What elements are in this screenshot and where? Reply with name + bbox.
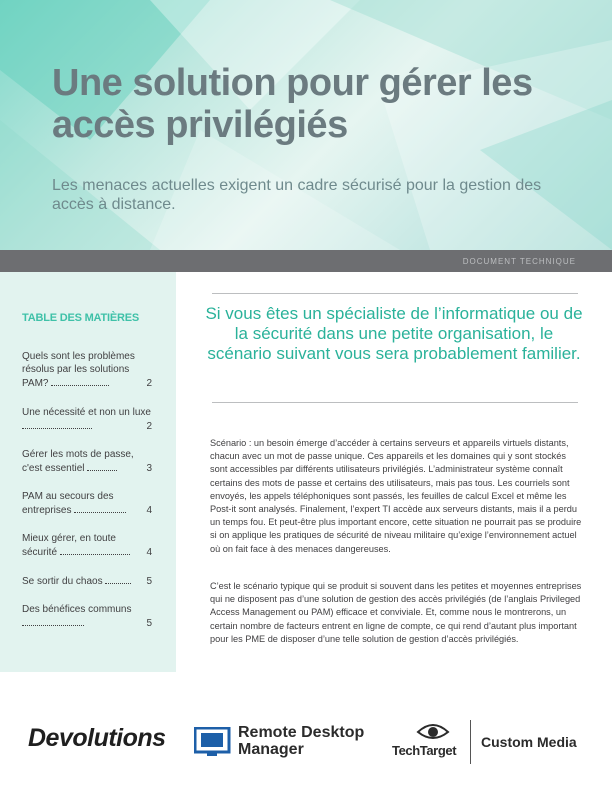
toc-item-page: 2 xyxy=(146,378,152,389)
toc-item-label: Une nécessité et non un luxe xyxy=(22,407,151,418)
toc-item[interactable] xyxy=(22,448,152,475)
toc-item[interactable] xyxy=(22,532,152,559)
monitor-icon xyxy=(194,727,232,757)
toc-item[interactable] xyxy=(22,350,152,390)
toc-item-page: 2 xyxy=(146,421,152,432)
toc-item[interactable] xyxy=(22,406,152,433)
toc-item-label: Mieux gérer, en toute sécurité xyxy=(22,533,116,558)
partner-logos xyxy=(0,700,612,780)
rdm-logo-text xyxy=(238,724,364,758)
rdm-logo-line1: Remote Desktop xyxy=(238,724,365,741)
pull-quote: Si vous êtes un spécialiste de l’informatique ou de la sécurité dans une petite organisation, le scénario suivant vous sera probablement familier. xyxy=(205,304,583,363)
document-type-band xyxy=(0,250,612,272)
toc-item[interactable] xyxy=(22,490,152,517)
toc-item-label: Des bénéfices communs xyxy=(22,604,132,615)
rdm-logo-line2: Manager xyxy=(238,741,304,758)
table-of-contents xyxy=(0,272,176,672)
top-divider xyxy=(212,293,578,294)
toc-item[interactable] xyxy=(22,574,152,588)
hero-banner xyxy=(0,0,612,250)
toc-item-page: 4 xyxy=(146,505,152,516)
page-title: Une solution pour gérer les accès privilégiés xyxy=(52,62,533,146)
document-type-label: DOCUMENT TECHNIQUE xyxy=(462,257,576,266)
techtarget-logo: TechTarget xyxy=(392,743,457,758)
toc-item-label: Gérer les mots de passe, c'est essentiel xyxy=(22,449,134,474)
devolutions-logo: Devolutions xyxy=(28,724,166,752)
toc-item-label: Quels sont les problèmes résolus par les solutions PAM? xyxy=(22,351,135,389)
bottom-divider xyxy=(212,402,578,403)
eye-icon xyxy=(416,720,450,742)
toc-item[interactable] xyxy=(22,603,152,630)
toc-item-page: 5 xyxy=(146,618,152,629)
body-paragraph: Scénario : un besoin émerge d’accéder à certains serveurs et appareils virtuels distants, chacun avec un mot de passe unique. Ces appareils et les domaines qui y sont stockés sont accessibles par différents utilisateurs privilégiés. L’administrateur système connaît certains des mots de passe et certains des utilisateurs, mais pas tous. Les courriels sont envoyés, les appels téléphoniques sont passés, les feuilles de calcul Excel et même les Post-it sont analysés. Finalement, l’expert TI accède aux serveurs distants, mais il a perdu un temps fou. Et peut-être plus important encore, cette situation ne pourrait pas se produire si on applique les pratiques de sécurité de niveau militaire qu’exige l’environnement actuel où on fait face à des menaces dangereuses. xyxy=(210,438,582,554)
logo-divider xyxy=(470,720,471,764)
custom-media-logo: Custom Media xyxy=(481,734,577,750)
toc-item-label: PAM au secours des entreprises xyxy=(22,491,114,516)
toc-item-page: 5 xyxy=(146,576,152,587)
toc-item-page: 3 xyxy=(146,463,152,474)
toc-title: TABLE DES MATIÈRES xyxy=(22,312,139,324)
toc-item-page: 4 xyxy=(146,547,152,558)
body-paragraph: C’est le scénario typique qui se produit si souvent dans les petites et moyennes entreprises qui ne disposent pas d’une solution de gestion des accès privilégiés (de l’anglais Privileged Access Management ou PAM) efficace et conviviale. Et, comme nous le montrerons, un certain nombre de facteurs entrent en ligne de compte, ce qui rend d’autant plus important pour les PME de disposer d’une telle solution de gestion d’accès privilégiés. xyxy=(210,581,582,644)
toc-item-label: Se sortir du chaos xyxy=(22,576,103,587)
page-subtitle: Les menaces actuelles exigent un cadre sécurisé pour la gestion des accès à distance. xyxy=(52,177,542,213)
